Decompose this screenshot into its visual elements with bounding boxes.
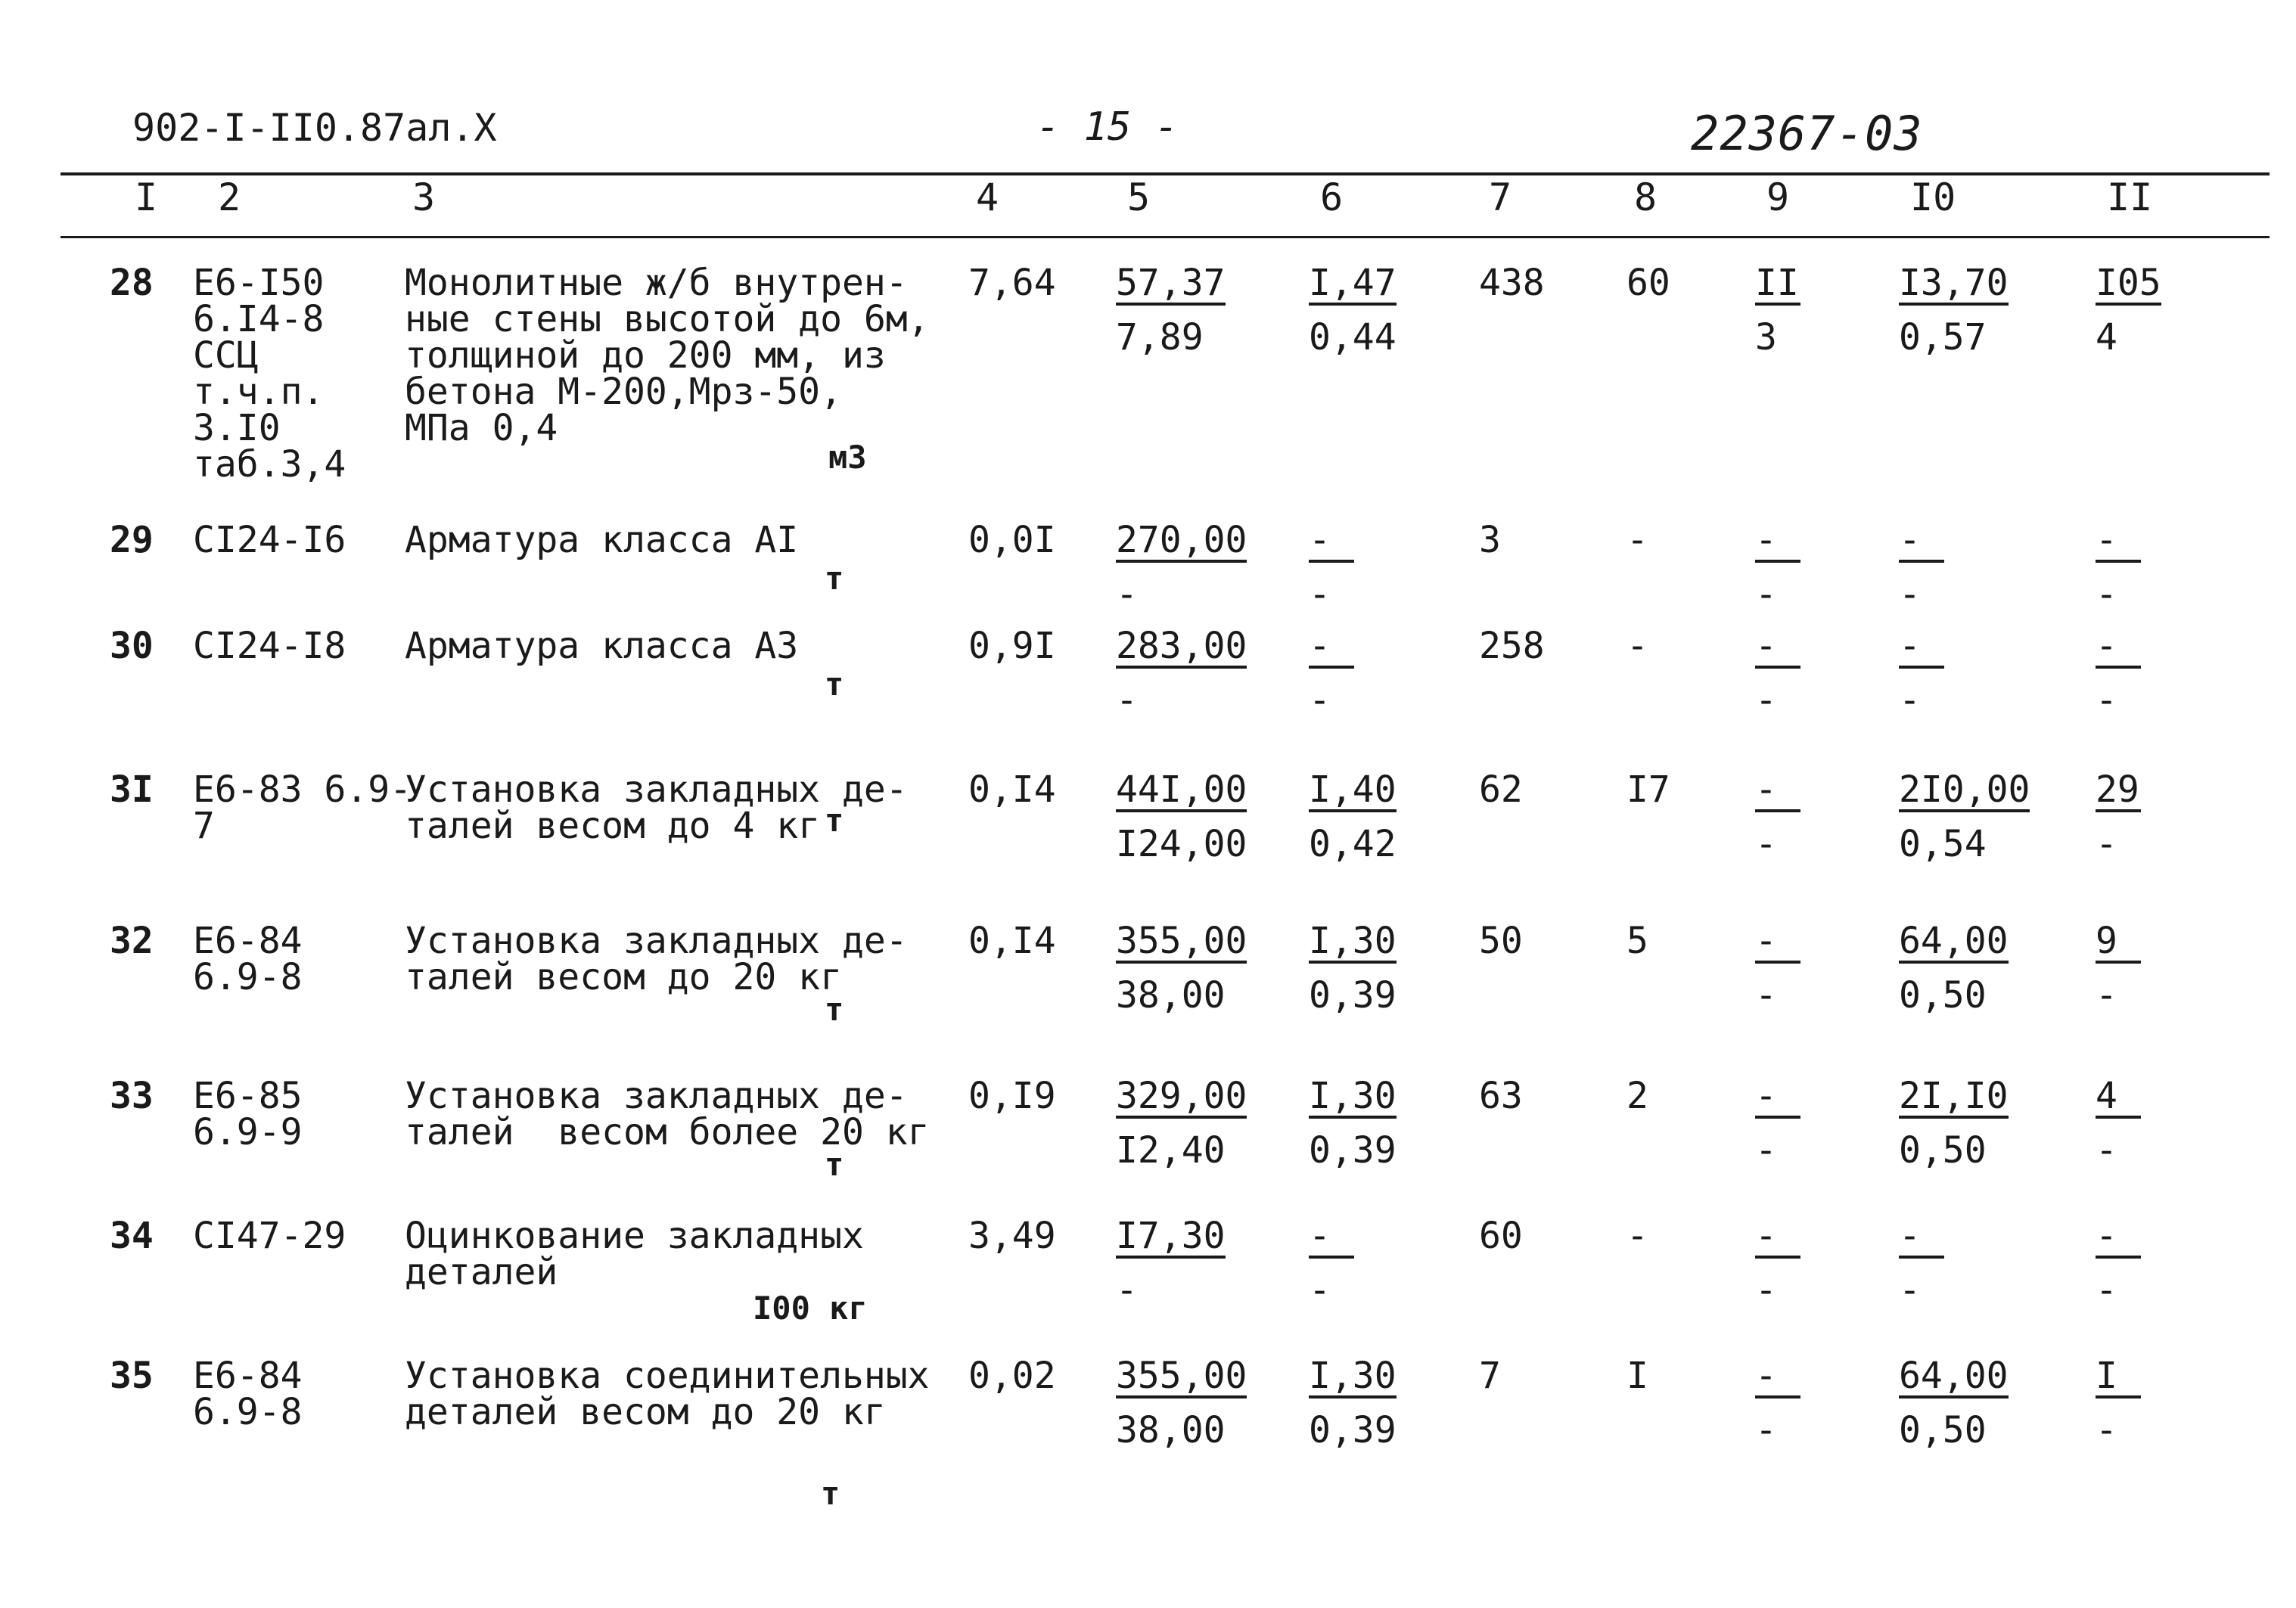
unit-cost-denominator: I24,00 [1116,823,1247,865]
total-cost: 7 [1479,1355,1501,1397]
labour-hours-numerator: - [2096,522,2141,563]
work-description: Оцинкование закладных деталей [405,1215,864,1293]
labour-hours [2096,1215,2141,1312]
labour-total-numerator: - [1755,522,1800,563]
labour-cost-numerator: I,30 [1309,920,1397,962]
rate-code: Е6-83 6.9- 7 [193,768,412,847]
rate-code: CI24-I8 [193,625,346,667]
labour-norm [1899,519,1944,616]
column-header-5: 5 [1127,175,1151,219]
labour-total-denominator: 3 [1755,316,1777,359]
labour-cost [1309,519,1354,616]
labour-hours-denominator: - [2096,679,2117,722]
labour-cost-numerator: - [1309,522,1354,563]
labour-norm-denominator: 0,50 [1899,1409,1987,1451]
row-number: 30 [110,625,154,667]
column-header-8: 8 [1634,175,1658,219]
labour-total [1755,262,1800,359]
work-description: Установка закладных де- талей весом до 20 кг [405,920,908,998]
row-number: 28 [110,262,154,304]
labour-total-numerator: - [1755,923,1800,964]
total-cost: 63 [1479,1075,1523,1117]
row-number: 32 [110,920,154,962]
unit-cost [1116,768,1247,865]
column-header-6: 6 [1320,175,1344,219]
measure-unit: т [825,666,844,703]
unit-cost-denominator: - [1116,573,1138,616]
unit-cost-numerator: 57,37 [1116,262,1226,304]
work-description: Монолитные ж/б внутрен- ные стены высотой до 6м, толщиной до 200 мм, из бетона М-200,Мрз-50, МПа 0,4 [405,262,930,449]
labour-total [1755,920,1800,1017]
unit-cost [1116,1355,1247,1451]
unit-cost [1116,519,1247,616]
quantity: 0,I9 [968,1075,1056,1117]
unit-cost-numerator: 270,00 [1116,519,1247,561]
labour-hours [2096,625,2141,722]
labour-norm-numerator: 64,00 [1899,1355,2009,1397]
unit-cost [1116,920,1247,1017]
total-cost: 60 [1479,1215,1523,1257]
unit-cost-denominator: 7,89 [1116,316,1204,359]
row-number: 29 [110,519,154,561]
labour-total-numerator: - [1755,1218,1800,1259]
labour-norm [1899,625,1944,722]
rate-code: CI47-29 [193,1215,346,1257]
labour-hours-numerator: 9 [2096,923,2141,964]
labour-norm-denominator: 0,50 [1899,974,1987,1017]
album-number: 22367-03 [1691,106,1923,161]
column-header-1: I [135,175,158,219]
rate-code: Е6-I50 6.I4-8 ССЦ т.ч.п. 3.I0 таб.3,4 [193,262,346,486]
labour-total-denominator: - [1755,823,1777,865]
labour-total-denominator: - [1755,679,1777,722]
labour-hours-numerator: I [2096,1358,2141,1398]
row-number: 33 [110,1075,154,1117]
machine-cost: 5 [1626,920,1648,962]
row-number: 34 [110,1215,154,1257]
labour-cost-denominator: - [1309,1269,1331,1312]
quantity: 7,64 [968,262,1056,304]
row-number: 35 [110,1355,154,1397]
labour-hours [2096,1355,2141,1451]
labour-cost [1309,920,1397,1017]
labour-norm [1899,1075,2009,1172]
labour-hours-numerator: I05 [2096,262,2161,304]
unit-cost-denominator: 38,00 [1116,974,1226,1017]
labour-norm-numerator: - [1899,522,1944,563]
labour-cost [1309,1075,1397,1172]
total-cost: 62 [1479,768,1523,811]
labour-total-numerator: - [1755,1358,1800,1398]
labour-cost-denominator: 0,44 [1309,316,1397,359]
column-header-7: 7 [1489,175,1512,219]
column-header-10: I0 [1910,175,1956,219]
labour-total-denominator: - [1755,573,1777,616]
column-header-11: II [2107,175,2153,219]
labour-total [1755,1075,1800,1172]
labour-total-denominator: - [1755,1269,1777,1312]
table-header-rule [61,236,2270,238]
labour-total-numerator: - [1755,771,1800,812]
labour-hours-numerator: - [2096,1218,2141,1259]
labour-cost-denominator: 0,42 [1309,823,1397,865]
unit-cost-numerator: 283,00 [1116,625,1247,667]
labour-cost-denominator: 0,39 [1309,1129,1397,1172]
unit-cost-numerator: 355,00 [1116,1355,1247,1397]
measure-unit: т [825,1146,844,1183]
labour-cost-denominator: - [1309,573,1331,616]
rate-code: Е6-85 6.9-9 [193,1075,303,1153]
quantity: 0,I4 [968,920,1056,962]
unit-cost [1116,262,1226,359]
unit-cost [1116,1215,1226,1312]
labour-norm-numerator: 2I,I0 [1899,1075,2009,1117]
labour-hours [2096,1075,2141,1172]
labour-total [1755,1215,1800,1312]
labour-cost [1309,768,1397,865]
unit-cost-denominator: 38,00 [1116,1409,1226,1451]
labour-cost-denominator: 0,39 [1309,974,1397,1017]
labour-cost-denominator: 0,39 [1309,1409,1397,1451]
machine-cost: - [1626,625,1648,667]
labour-hours [2096,768,2141,865]
labour-norm-denominator: 0,50 [1899,1129,1987,1172]
column-header-3: 3 [412,175,436,219]
labour-norm-numerator: 2I0,00 [1899,768,2030,811]
document-code: 902-I-II0.87ал.X [132,106,497,150]
labour-hours [2096,262,2161,359]
labour-norm-denominator: - [1899,679,1921,722]
labour-total [1755,625,1800,722]
labour-total [1755,768,1800,865]
labour-total-denominator: - [1755,1129,1777,1172]
column-header-9: 9 [1766,175,1790,219]
labour-norm-numerator: - [1899,628,1944,669]
labour-cost [1309,625,1354,722]
labour-norm-numerator: - [1899,1218,1944,1259]
column-header-4: 4 [976,175,999,219]
labour-hours [2096,519,2141,616]
measure-unit: I00 кг [753,1290,868,1327]
unit-cost-numerator: 355,00 [1116,920,1247,962]
labour-hours-denominator: 4 [2096,316,2117,359]
unit-cost-numerator: I7,30 [1116,1215,1226,1257]
labour-hours-denominator: - [2096,573,2117,616]
labour-hours-denominator: - [2096,1409,2117,1451]
labour-hours-denominator: - [2096,823,2117,865]
rate-code: CI24-I6 [193,519,346,561]
labour-norm [1899,1355,2009,1451]
labour-cost-denominator: - [1309,679,1331,722]
column-header-2: 2 [218,175,241,219]
measure-unit: т [825,802,844,839]
labour-norm [1899,768,2030,865]
machine-cost: 2 [1626,1075,1648,1117]
labour-cost [1309,1355,1397,1451]
labour-norm-denominator: - [1899,573,1921,616]
labour-hours-numerator: - [2096,628,2141,669]
labour-total-numerator: - [1755,1078,1800,1119]
total-cost: 3 [1479,519,1501,561]
work-description: Арматура класса AI [405,519,799,561]
rate-code: Е6-84 6.9-8 [193,920,303,998]
measure-unit: т [825,991,844,1028]
page-number: - 15 - [1036,104,1179,150]
quantity: 0,9I [968,625,1056,667]
total-cost: 438 [1479,262,1545,304]
labour-total-denominator: - [1755,974,1777,1017]
unit-cost-denominator: - [1116,679,1138,722]
labour-hours-denominator: - [2096,1269,2117,1312]
labour-norm-denominator: 0,57 [1899,316,1987,359]
labour-total-numerator: II [1755,265,1800,306]
labour-cost-numerator: - [1309,628,1354,669]
labour-total [1755,519,1800,616]
work-description: Установка закладных де- талей весом до 4 кг [405,768,908,847]
unit-cost [1116,625,1247,722]
machine-cost: I7 [1626,768,1670,811]
labour-cost [1309,1215,1354,1312]
labour-cost-numerator: I,30 [1309,1075,1397,1117]
machine-cost: 60 [1626,262,1670,304]
work-description: Установка соединительных деталей весом до 20 кг [405,1355,930,1433]
quantity: 3,49 [968,1215,1056,1257]
labour-cost [1309,262,1397,359]
unit-cost [1116,1075,1247,1172]
unit-cost-numerator: 329,00 [1116,1075,1247,1117]
quantity: 0,0I [968,519,1056,561]
measure-unit: т [825,560,844,597]
labour-hours-denominator: - [2096,974,2117,1017]
labour-hours-numerator: 29 [2096,771,2141,812]
labour-norm-numerator: 64,00 [1899,920,2009,962]
labour-total-denominator: - [1755,1409,1777,1451]
labour-cost-numerator: - [1309,1218,1354,1259]
total-cost: 258 [1479,625,1545,667]
labour-hours [2096,920,2141,1017]
labour-total [1755,1355,1800,1451]
row-number: 3I [110,768,154,811]
labour-norm-denominator: - [1899,1269,1921,1312]
quantity: 0,I4 [968,768,1056,811]
unit-cost-denominator: - [1116,1269,1138,1312]
quantity: 0,02 [968,1355,1056,1397]
labour-norm [1899,920,2009,1017]
machine-cost: - [1626,519,1648,561]
labour-cost-numerator: I,40 [1309,768,1397,811]
labour-norm [1899,262,2009,359]
labour-hours-numerator: 4 [2096,1078,2141,1119]
labour-norm-denominator: 0,54 [1899,823,1987,865]
measure-unit: т [821,1475,840,1512]
measure-unit: м3 [828,439,867,476]
work-description: Арматура класса А3 [405,625,799,667]
unit-cost-numerator: 44I,00 [1116,768,1247,811]
total-cost: 50 [1479,920,1523,962]
labour-cost-numerator: I,30 [1309,1355,1397,1397]
labour-hours-denominator: - [2096,1129,2117,1172]
labour-norm [1899,1215,1944,1312]
labour-norm-numerator: I3,70 [1899,262,2009,304]
work-description: Установка закладных де- талей весом более 20 кг [405,1075,930,1153]
unit-cost-denominator: I2,40 [1116,1129,1226,1172]
labour-total-numerator: - [1755,628,1800,669]
rate-code: Е6-84 6.9-8 [193,1355,303,1433]
labour-cost-numerator: I,47 [1309,262,1397,304]
machine-cost: I [1626,1355,1648,1397]
machine-cost: - [1626,1215,1648,1257]
